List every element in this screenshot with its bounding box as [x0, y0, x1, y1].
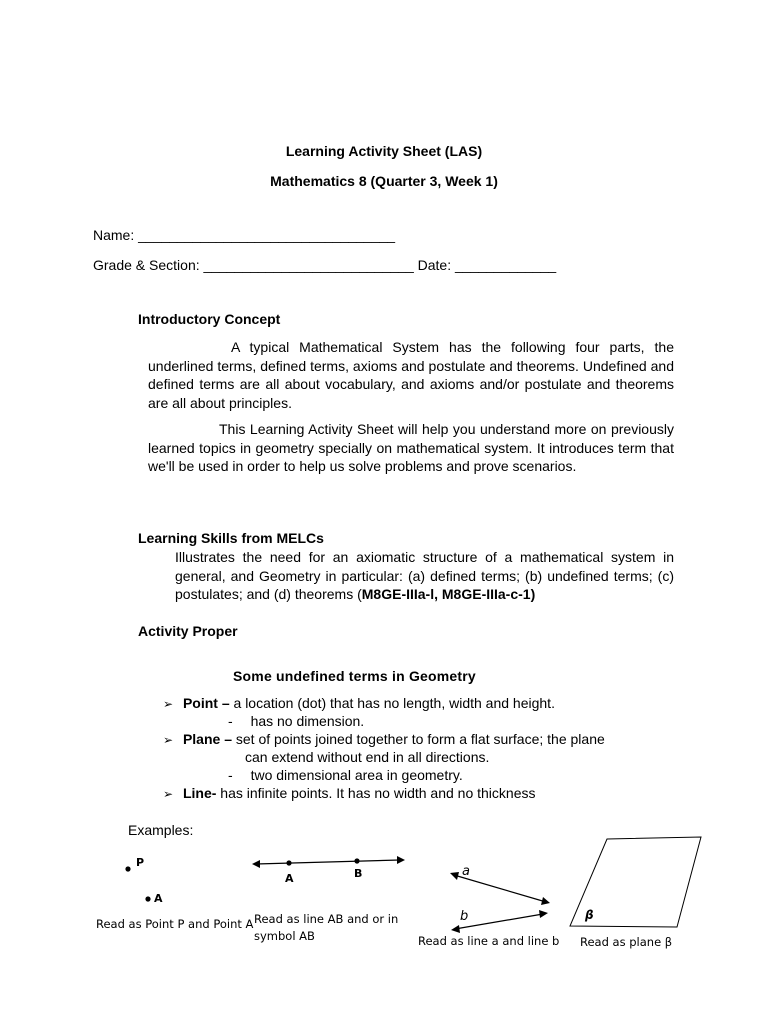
line-b-label: b: [460, 909, 469, 924]
grade-label: Grade & Section:: [93, 257, 200, 273]
name-field: [93, 227, 395, 243]
point-b-label: B: [354, 867, 363, 880]
sub-point: has no dimension.: [250, 713, 365, 729]
arrow-right-icon: [397, 856, 405, 864]
lines-ab-diagram: [448, 855, 558, 935]
plane-diagram: [568, 835, 708, 935]
lines-caption: Read as line a and line b: [418, 934, 560, 948]
bullet-arrow-icon: ➢: [163, 733, 174, 747]
term-plane: Plane –: [182, 731, 232, 747]
bullet-arrow-icon: ➢: [163, 697, 174, 711]
line-ab: [256, 860, 400, 864]
term-point: Point –: [182, 695, 230, 711]
point-b-dot: [354, 858, 359, 863]
arrow-left-icon: [252, 860, 260, 868]
line-a: [454, 875, 546, 902]
list-subitem-plane: [228, 767, 463, 783]
name-blank: _________________________________: [138, 227, 396, 243]
skills-body: Illustrates the need for an axiomatic structure of a mathematical system in general, and Geometry in particular: (a) defined terms; (b) undefined terms; (c) postulates; and (d) theorems (: [175, 549, 674, 602]
point-a-dot: [145, 896, 150, 901]
point-a-label: A: [154, 892, 163, 905]
point-diagram: [118, 852, 178, 907]
sub-plane: two dimensional area in geometry.: [250, 767, 463, 783]
grade-date-field: [93, 257, 556, 273]
arrow-left-icon: [450, 872, 459, 880]
intro-heading: Introductory Concept: [138, 311, 281, 327]
dash: -: [228, 767, 233, 783]
date-label: Date:: [417, 257, 452, 273]
skills-heading: Learning Skills from MELCs: [138, 530, 324, 546]
term-line: Line-: [182, 785, 217, 801]
point-p-label: P: [136, 856, 145, 869]
list-item-plane: [163, 731, 605, 747]
page-title: Learning Activity Sheet (LAS): [285, 143, 483, 159]
examples-label: Examples:: [128, 822, 194, 838]
def-line: has infinite points. It has no width and no thickness: [220, 785, 536, 801]
dash: -: [228, 713, 233, 729]
list-item-line: [163, 785, 536, 801]
line-ab-diagram: [250, 852, 410, 887]
name-label: Name:: [93, 227, 135, 243]
bullet-arrow-icon: ➢: [163, 787, 174, 801]
skills-codes: M8GE-IIIa-l, M8GE-IIIa-c-1): [361, 586, 536, 602]
point-a-dot: [286, 860, 291, 865]
def-point: a location (dot) that has no length, width and height.: [233, 695, 555, 711]
list-subitem-point: [228, 713, 364, 729]
intro-paragraph-2: This Learning Activity Sheet will help you understand more on previously learned topics in geometry specially on mathematical system. It introduces term that we'll be used in order to help us solve problems and prove scenarios.: [148, 421, 674, 474]
point-a-label: A: [285, 872, 294, 885]
page-subtitle: Mathematics 8 (Quarter 3, Week 1): [270, 173, 498, 189]
intro-paragraph-1: A typical Mathematical System has the following four parts, the underlined terms, defined terms, axioms and postulate and theorems. Undefined and defined terms are all about vocabulary, and axioms and/or postulate and theorems are all about principles.: [148, 339, 674, 411]
plane-continued: can extend without end in all directions.: [245, 749, 490, 765]
plane-caption: Read as plane β: [580, 935, 673, 949]
arrow-left-icon: [451, 925, 460, 933]
grade-blank: ___________________________: [203, 257, 414, 273]
activity-subheading: Some undefined terms in Geometry: [233, 668, 476, 684]
line-a-label: a: [462, 864, 470, 879]
arrow-right-icon: [539, 910, 548, 918]
line-caption-2: symbol AB: [254, 929, 315, 943]
point-p-dot: [125, 866, 130, 871]
date-blank: _____________: [455, 257, 557, 273]
def-plane: set of points joined together to form a flat surface; the plane: [235, 731, 605, 747]
line-caption-1: Read as line AB and or in: [254, 912, 399, 926]
point-caption: Read as Point P and Point A: [96, 917, 254, 931]
arrow-right-icon: [541, 897, 550, 905]
activity-heading: Activity Proper: [138, 623, 238, 639]
list-item-point: [163, 695, 555, 711]
skills-text: [175, 548, 674, 604]
plane-label: β: [585, 908, 594, 922]
